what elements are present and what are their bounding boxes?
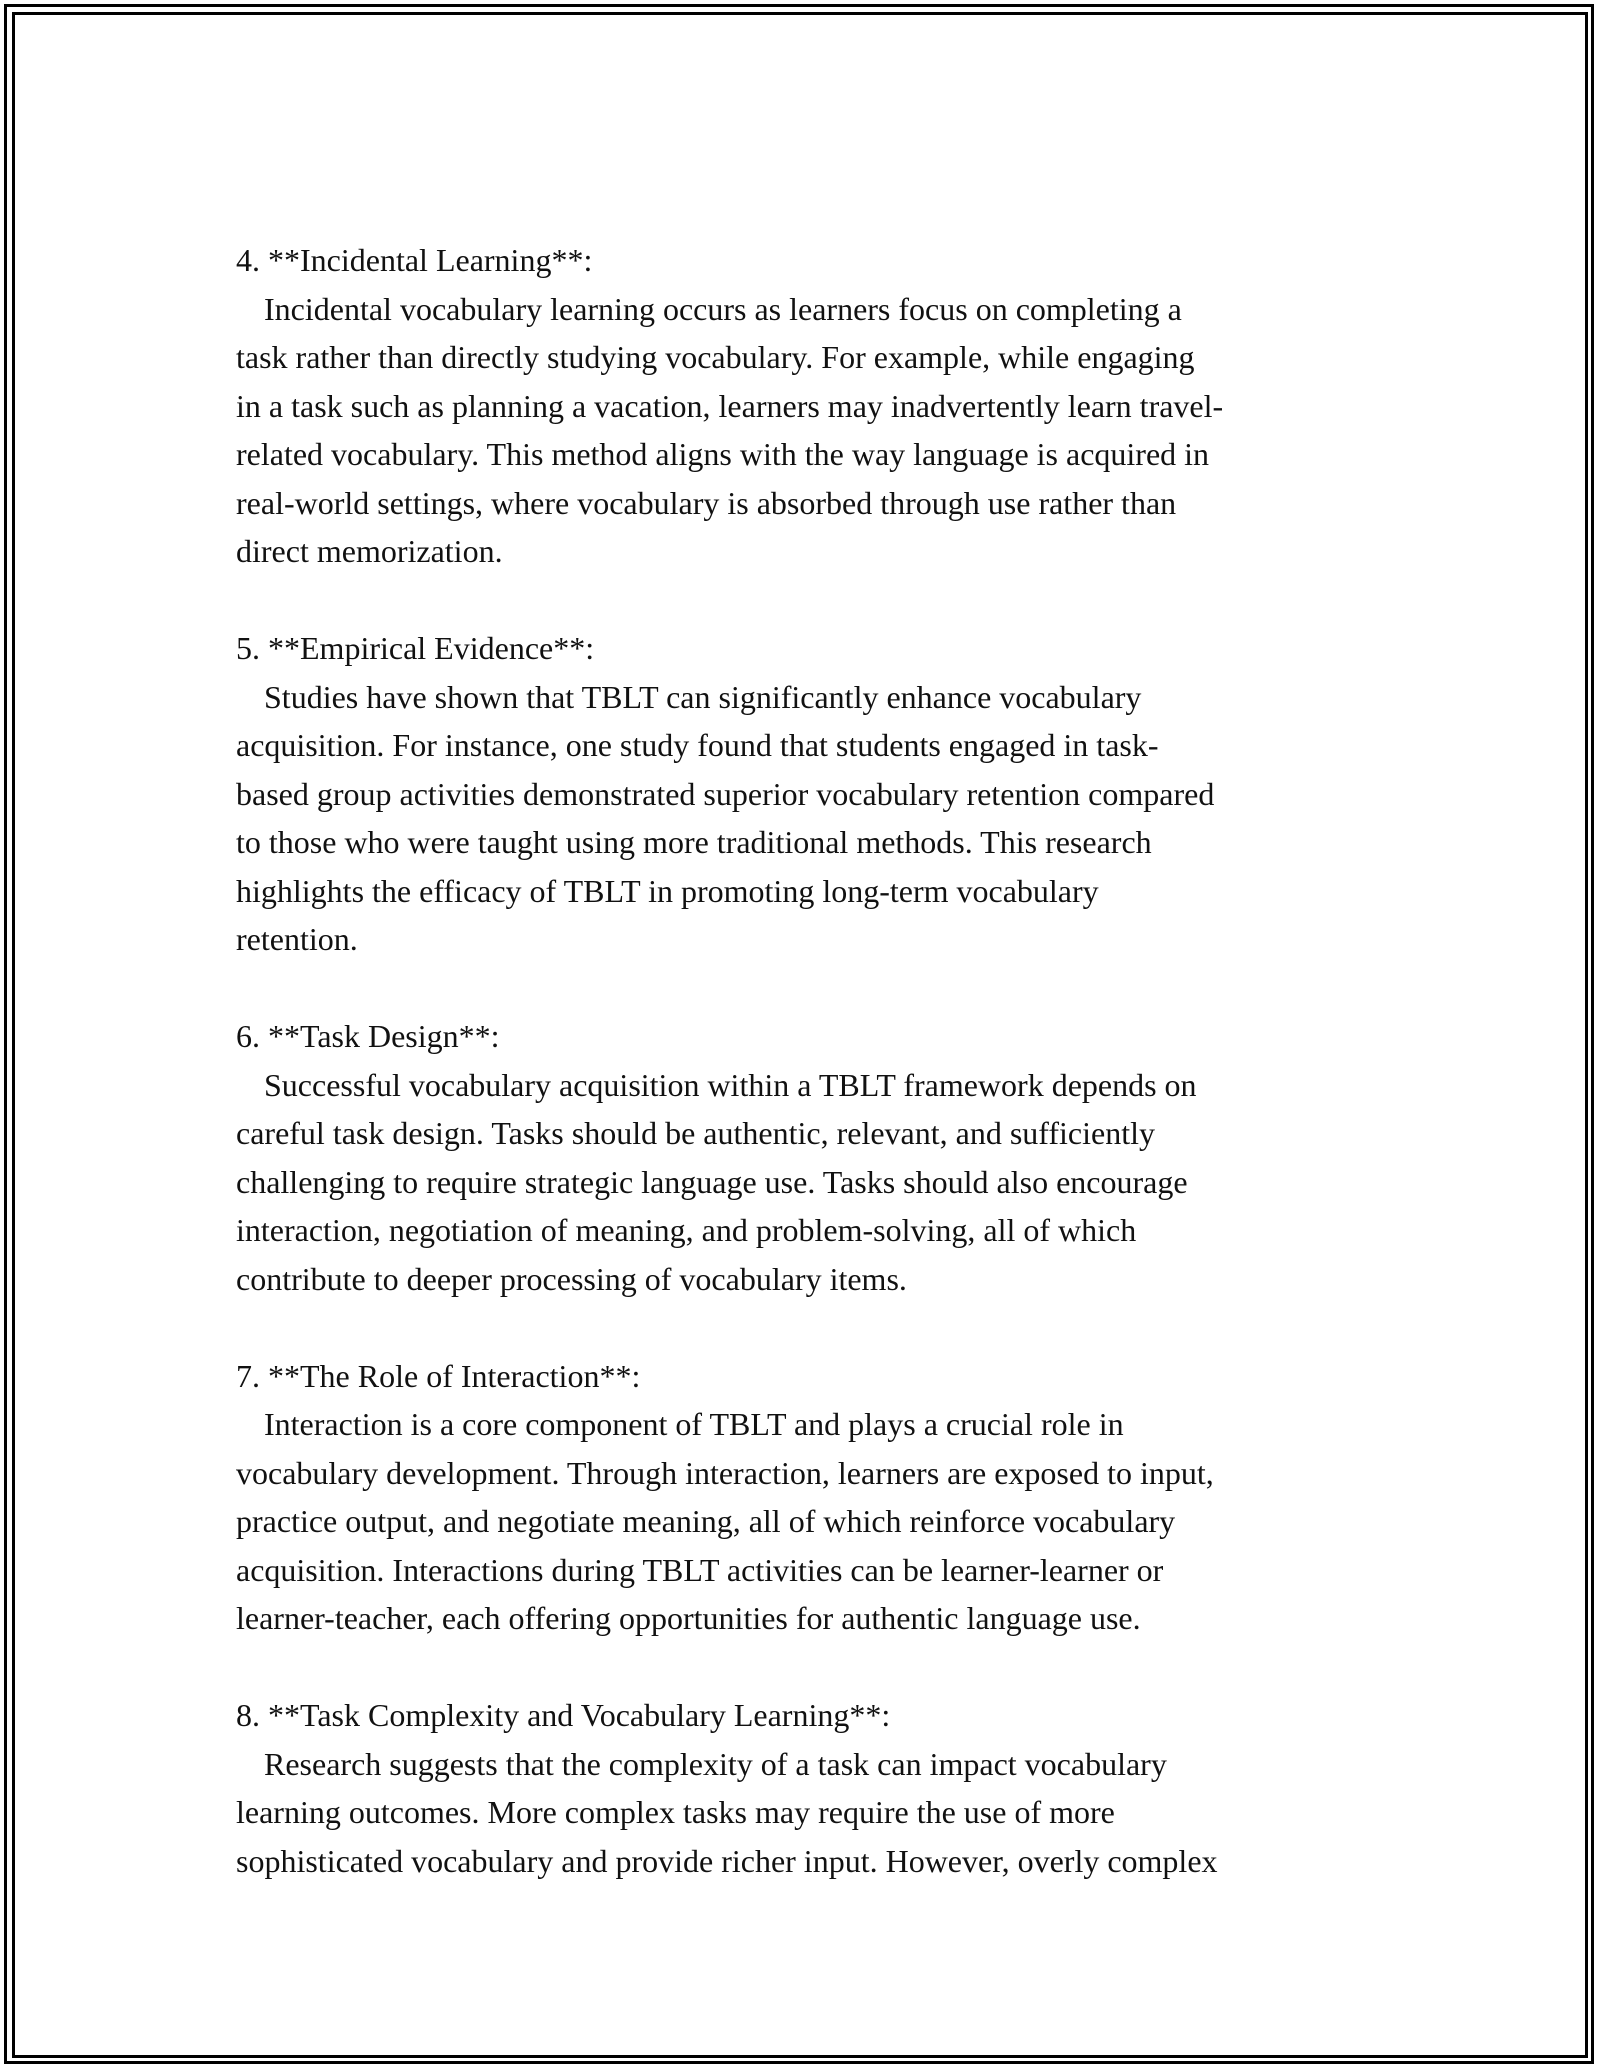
paragraph-line: retention. bbox=[236, 921, 358, 957]
paragraph-line: to those who were taught using more traditional methods. This research bbox=[236, 824, 1152, 860]
paragraph-line: contribute to deeper processing of vocabulary items. bbox=[236, 1260, 907, 1297]
paragraph-line: real-world settings, where vocabulary is absorbed through use rather than bbox=[236, 484, 1177, 521]
paragraph-line-text: Incidental vocabulary learning occurs as learners focus on completing a bbox=[264, 290, 1182, 327]
section-task-design bbox=[236, 1012, 1400, 1303]
paragraph-line: based group activities demonstrated superior vocabulary retention compared bbox=[236, 775, 1215, 812]
paragraph-line: vocabulary development. Through interaction, learners are exposed to input, bbox=[236, 1454, 1214, 1491]
paragraph-line-text: Successful vocabulary acquisition within a TBLT framework depends on bbox=[264, 1066, 1197, 1103]
paragraph-line: highlights the efficacy of TBLT in promoting long-term vocabulary bbox=[236, 872, 1099, 909]
section-heading: 8. **Task Complexity and Vocabulary Learning**: bbox=[236, 1697, 891, 1733]
paragraph-line bbox=[236, 1061, 1400, 1110]
paragraph-line: learner-teacher, each offering opportunities for authentic language use. bbox=[236, 1600, 1141, 1636]
paragraph-line: related vocabulary. This method aligns with the way language is acquired in bbox=[236, 436, 1210, 472]
section-heading: 4. **Incidental Learning**: bbox=[236, 242, 593, 278]
paragraph-line: practice output, and negotiate meaning, all of which reinforce vocabulary bbox=[236, 1503, 1176, 1539]
paragraph-line-text: Research suggests that the complexity of a task can impact vocabulary bbox=[264, 1745, 1167, 1782]
paragraph-line: acquisition. Interactions during TBLT activities can be learner-learner or bbox=[236, 1551, 1164, 1588]
paragraph-line: careful task design. Tasks should be authentic, relevant, and sufficiently bbox=[236, 1115, 1155, 1151]
section-empirical-evidence bbox=[236, 624, 1400, 964]
paragraph-line: task rather than directly studying vocabulary. For example, while engaging bbox=[236, 339, 1195, 375]
paragraph-line: interaction, negotiation of meaning, and problem-solving, all of which bbox=[236, 1212, 1137, 1248]
paragraph-line bbox=[236, 1740, 1400, 1789]
paragraph-line: direct memorization. bbox=[236, 533, 503, 569]
section-heading: 6. **Task Design**: bbox=[236, 1018, 500, 1054]
section-heading: 5. **Empirical Evidence**: bbox=[236, 630, 595, 666]
paragraph-line: in a task such as planning a vacation, learners may inadvertently learn travel- bbox=[236, 387, 1224, 424]
paragraph-line: acquisition. For instance, one study found that students engaged in task- bbox=[236, 727, 1159, 763]
document-body bbox=[236, 236, 1400, 1934]
paragraph-line bbox=[236, 285, 1400, 334]
paragraph-line: challenging to require strategic language use. Tasks should also encourage bbox=[236, 1163, 1188, 1200]
section-task-complexity bbox=[236, 1691, 1400, 1885]
paragraph-line bbox=[236, 1400, 1400, 1449]
paragraph-line: sophisticated vocabulary and provide richer input. However, overly complex bbox=[236, 1842, 1218, 1879]
section-heading: 7. **The Role of Interaction**: bbox=[236, 1357, 641, 1394]
paragraph-line-text: Interaction is a core component of TBLT and plays a crucial role in bbox=[264, 1406, 1124, 1442]
paragraph-line bbox=[236, 673, 1400, 722]
section-role-of-interaction bbox=[236, 1352, 1400, 1643]
paragraph-line: learning outcomes. More complex tasks may require the use of more bbox=[236, 1794, 1115, 1830]
paragraph-line-text: Studies have shown that TBLT can significantly enhance vocabulary bbox=[264, 678, 1142, 715]
section-incidental-learning bbox=[236, 236, 1400, 576]
